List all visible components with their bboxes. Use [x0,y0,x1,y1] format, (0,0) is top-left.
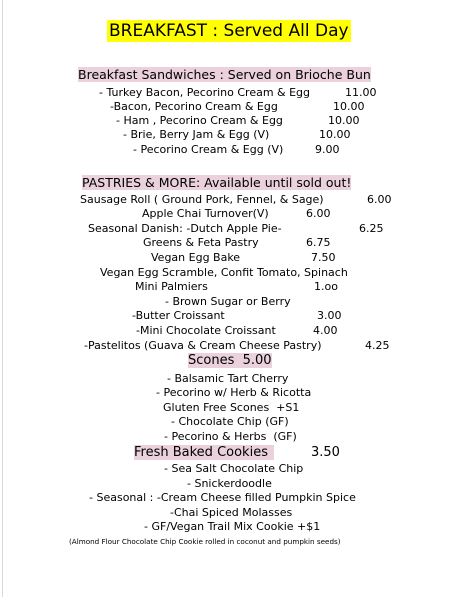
menu-item: - Turkey Bacon, Pecorino Cream & Egg [99,86,311,99]
menu-item-price: 6.75 [306,236,331,249]
menu-item-price: 10.00 [328,114,360,127]
menu-item-price: 3.00 [317,309,342,322]
menu-item: Sausage Roll ( Ground Pork, Fennel, & Sage) [80,193,324,206]
menu-item: - Snickerdoodle [187,477,272,490]
menu-item: - Brie, Berry Jam & Egg (V) [123,128,270,141]
menu-item-price: 11.00 [345,86,377,99]
menu-item: - Pecorino Cream & Egg (V) [133,143,284,156]
menu-item: - GF/Vegan Trail Mix Cookie +$1 [144,520,321,533]
menu-item-price: 9.00 [315,143,340,156]
menu-item-price: 10.00 [319,128,351,141]
cookies-price: 3.50 [311,445,340,460]
page-edge-line [2,0,3,597]
cookie-note: (Almond Flour Chocolate Chip Cookie rolled in coconut and pumpkin seeds) [69,537,341,546]
menu-item: Apple Chai Turnover(V) [142,207,269,220]
menu-item: Vegan Egg Bake [151,251,241,264]
pastries-heading: PASTRIES & MORE: Available until sold out! [82,175,352,190]
menu-item: - Brown Sugar or Berry [165,295,291,308]
menu-item-price: 1.oo [314,280,338,293]
menu-item-price: 6.00 [367,193,392,206]
menu-item: Greens & Feta Pastry [143,236,259,249]
menu-item: - Ham , Pecorino Cream & Egg [116,114,283,127]
menu-item: -Bacon, Pecorino Cream & Egg [110,100,278,113]
menu-item: Mini Palmiers [135,280,208,293]
menu-item-price: 4.00 [313,324,338,337]
menu-item: - Pecorino & Herbs (GF) [164,430,297,443]
menu-item: - Sea Salt Chocolate Chip [164,462,304,475]
menu-item: - Seasonal : -Cream Cheese filled Pumpkin Spice [89,491,356,504]
menu-item: Vegan Egg Scramble, Confit Tomato, Spinach [100,266,348,279]
page-title: BREAKFAST : Served All Day [109,21,349,41]
menu-item: - Pecorino w/ Herb & Ricotta [156,386,312,399]
menu-item: Gluten Free Scones +S1 [163,401,300,414]
menu-item: -Butter Croissant [132,309,225,322]
menu-item-price: 10.00 [333,100,365,113]
menu-item-price: 7.50 [311,251,336,264]
menu-item: -Mini Chocolate Croissant [136,324,276,337]
menu-item-price: 4.25 [365,339,390,352]
menu-item: - Balsamic Tart Cherry [167,372,289,385]
scones-heading: Scones 5.00 [188,353,272,368]
menu-item-price: 6.00 [306,207,331,220]
menu-item: -Pastelitos (Guava & Cream Cheese Pastry) [84,339,322,352]
cookies-heading: Fresh Baked Cookies [134,445,274,460]
menu-item: - Chocolate Chip (GF) [171,415,289,428]
menu-item-price: 6.25 [359,222,384,235]
menu-item: -Chai Spiced Molasses [170,506,293,519]
menu-item: Seasonal Danish: -Dutch Apple Pie- [88,222,282,235]
sandwiches-heading: Breakfast Sandwiches : Served on Brioche Bun [78,67,371,82]
